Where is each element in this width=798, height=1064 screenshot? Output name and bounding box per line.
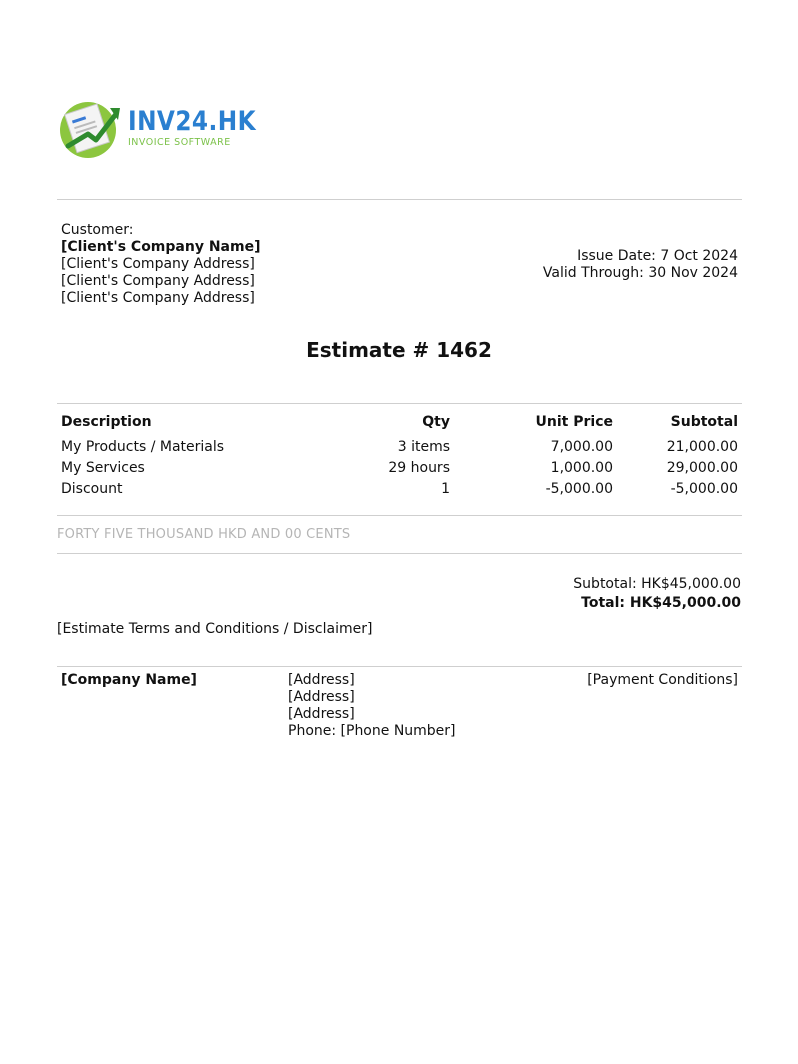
footer-phone: Phone: [Phone Number]	[288, 723, 456, 739]
cell-subtotal: 21,000.00	[666, 439, 738, 455]
cell-subtotal: -5,000.00	[670, 481, 738, 497]
column-header-subtotal: Subtotal	[670, 414, 738, 430]
totals-block	[573, 575, 741, 613]
cell-description: My Services	[61, 460, 145, 476]
footer-address-block	[288, 672, 456, 740]
words-divider	[57, 553, 742, 554]
date-block	[543, 248, 738, 282]
table-header-row	[57, 412, 742, 437]
column-header-description: Description	[61, 414, 152, 430]
footer-company-name: [Company Name]	[61, 672, 197, 688]
footer-address-line: [Address]	[288, 706, 355, 722]
header-divider	[57, 199, 742, 200]
cell-qty: 1	[441, 481, 450, 497]
terms-and-conditions: [Estimate Terms and Conditions / Disclaimer]	[57, 621, 373, 637]
customer-block	[61, 222, 260, 307]
valid-through-date: Valid Through: 30 Nov 2024	[542, 265, 738, 281]
document-with-rising-arrow-icon	[58, 96, 122, 160]
cell-qty: 3 items	[397, 439, 450, 455]
brand-tagline: INVOICE SOFTWARE	[128, 137, 231, 148]
column-header-qty: Qty	[422, 414, 450, 430]
customer-company-name: [Client's Company Name]	[61, 239, 261, 255]
cell-subtotal: 29,000.00	[666, 460, 738, 476]
brand-name: INV24.HK	[128, 106, 257, 137]
document-title: Estimate # 1462	[306, 338, 492, 362]
cell-description: Discount	[61, 481, 123, 497]
payment-conditions: [Payment Conditions]	[587, 672, 738, 688]
customer-address-line: [Client's Company Address]	[61, 290, 255, 306]
issue-date: Issue Date: 7 Oct 2024	[577, 248, 738, 264]
line-items-table	[57, 412, 742, 500]
customer-address-line: [Client's Company Address]	[61, 273, 255, 289]
subtotal-amount: Subtotal: HK$45,000.00	[573, 576, 741, 592]
cell-description: My Products / Materials	[61, 439, 225, 455]
amount-in-words: FORTY FIVE THOUSAND HKD AND 00 CENTS	[57, 527, 351, 542]
table-bottom-divider	[57, 515, 742, 516]
cell-unit-price: 1,000.00	[550, 460, 613, 476]
footer-address-line: [Address]	[288, 689, 355, 705]
cell-unit-price: 7,000.00	[550, 439, 613, 455]
table-row	[57, 458, 742, 479]
company-logo	[58, 96, 257, 160]
cell-unit-price: -5,000.00	[545, 481, 613, 497]
customer-label: Customer:	[61, 222, 134, 238]
footer-address-line: [Address]	[288, 672, 355, 688]
cell-qty: 29 hours	[388, 460, 450, 476]
table-top-divider	[57, 403, 742, 404]
table-row	[57, 437, 742, 458]
footer-divider	[57, 666, 742, 667]
customer-address-line: [Client's Company Address]	[61, 256, 255, 272]
table-row	[57, 479, 742, 500]
column-header-unit-price: Unit Price	[535, 414, 613, 430]
total-amount: Total: HK$45,000.00	[581, 595, 741, 611]
